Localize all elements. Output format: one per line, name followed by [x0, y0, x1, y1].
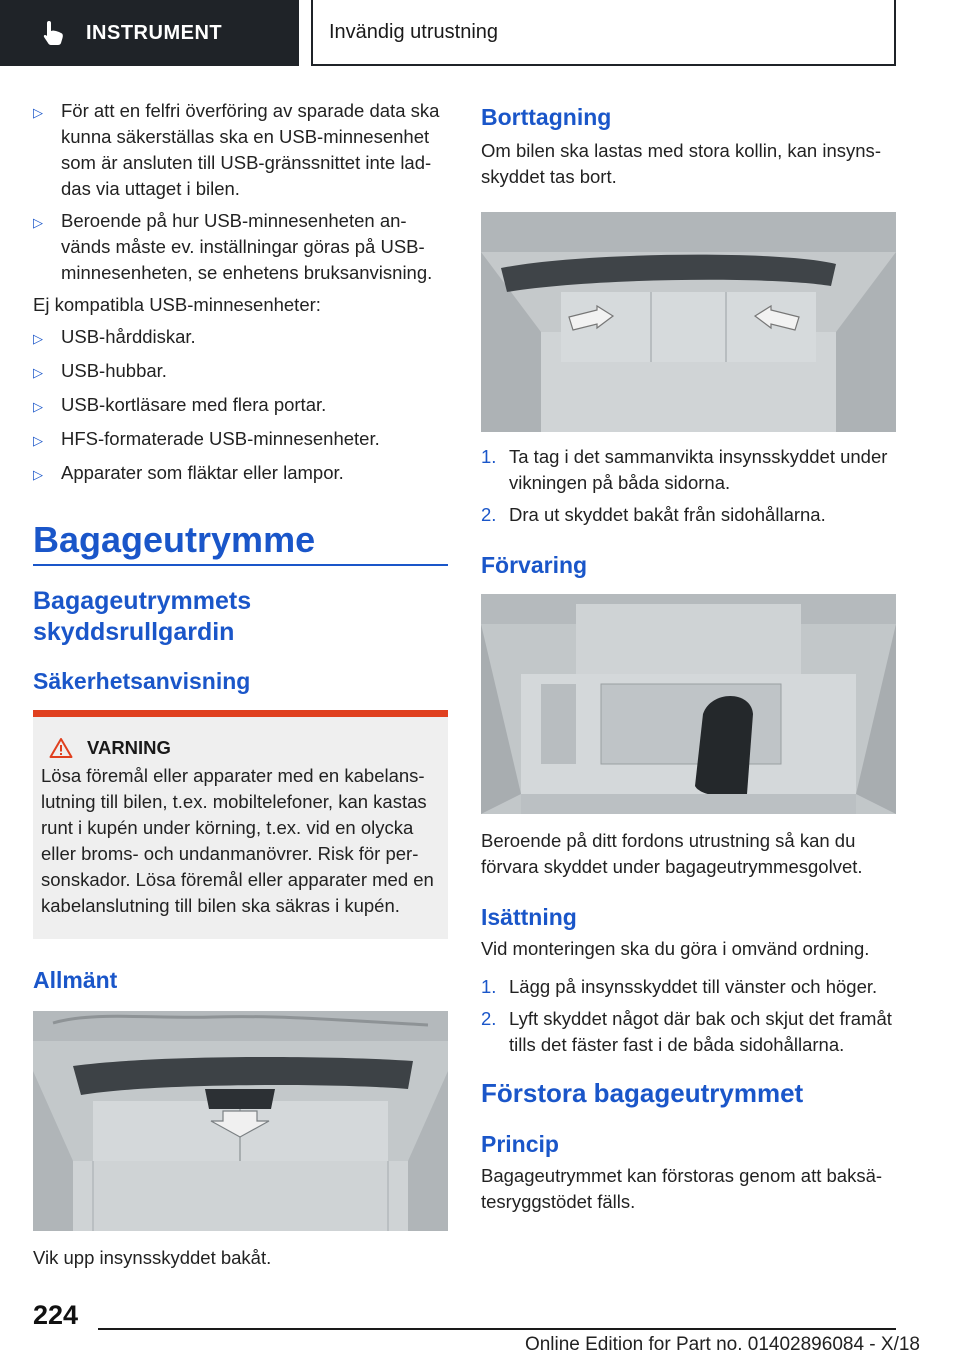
usb-bullet-list: [33, 98, 448, 286]
storage-text: Beroende på ditt fordons utrustning så kan du förvara skyddet under bagageutrymmesgolvet.: [481, 830, 863, 877]
storage-illustration: [481, 594, 896, 814]
remove-text: Om bilen ska lastas med stora kollin, kan insynsskyddet tas bort.: [481, 140, 881, 187]
warning-box: [33, 710, 448, 939]
warning-text: Lösa föremål eller apparater med en kabelanslutning till bilen, t.ex. mobiltelefoner, kan kastas runt i kupén under körning, t.ex. vid en olycka eller broms- och undanmanövrer. Risk för personskador. Lösa föremål eller apparater med en kabelanslutning till bilen ska säkras i kupén.: [41, 765, 434, 916]
list-item: 2. Lyft skyddet något där bak och skjut det framåt tills det fäster fast i de båda sidohållarna.: [481, 1008, 892, 1055]
enlarge-heading: Förstora bagageutrymmet: [481, 1078, 804, 1108]
list-item: ▷ HFS-formaterade USB-minnesenheter.: [33, 426, 448, 454]
section-label: INSTRUMENT: [86, 21, 223, 44]
principle-heading: Princip: [481, 1131, 559, 1157]
main-heading: Bagageutrymme: [33, 519, 316, 560]
general-heading: Allmänt: [33, 967, 118, 993]
install-steps: [481, 974, 896, 1058]
warning-triangle-icon: [49, 737, 73, 759]
left-column: [33, 98, 448, 1271]
bullet-triangle-icon: ▷: [33, 467, 43, 482]
list-item: 1. Ta tag i det sammanvikta insynsskyddet under vikningen på båda sidorna.: [481, 446, 888, 493]
cargo-cover-photo: [33, 1011, 448, 1231]
chapter-tab[interactable]: [311, 0, 896, 66]
bullet-triangle-icon: ▷: [33, 105, 43, 120]
section-tab[interactable]: [0, 0, 299, 66]
list-item: ▷ För att en felfri överföring av sparade data ska kunna säkerställas ska en USB-minnesenhet som är ansluten till USB-gränssnittet inte laddas via uttaget i bilen.: [33, 98, 448, 202]
bullet-triangle-icon: ▷: [33, 215, 43, 230]
trunk-illustration: [33, 1011, 448, 1231]
safety-heading: Säkerhetsanvisning: [33, 668, 251, 694]
bullet-triangle-icon: ▷: [33, 399, 43, 414]
remove-heading: Borttagning: [481, 104, 612, 130]
chapter-label: Invändig utrustning: [329, 20, 499, 43]
storage-heading: Förvaring: [481, 552, 588, 578]
list-item: ▷ Beroende på hur USB-minnesenheten används måste ev. inställningar göras på USB-minnesenheten, se enhetens bruksanvisning.: [33, 208, 448, 286]
list-item: ▷ Apparater som fläktar eller lampor.: [33, 460, 448, 488]
list-item: 2. Dra ut skyddet bakåt från sidohållarna.: [481, 504, 826, 525]
bullet-triangle-icon: ▷: [33, 331, 43, 346]
install-heading: Isättning: [481, 904, 577, 930]
list-item: ▷ USB-kortläsare med flera portar.: [33, 392, 448, 420]
subheading: Bagageutrymmets skyddsrullgardin: [33, 587, 252, 646]
photo-caption: Vik upp insynsskyddet bakåt.: [33, 1247, 272, 1268]
footer-rule: [98, 1328, 896, 1330]
list-item: 1. Lägg på insynsskyddet till vänster och höger.: [481, 976, 878, 997]
storage-photo: [481, 594, 896, 814]
right-column: [481, 102, 896, 1215]
bullet-triangle-icon: ▷: [33, 365, 43, 380]
page-number: 224: [33, 1300, 79, 1330]
heading-rule: [33, 564, 448, 566]
list-item: ▷ USB-hubbar.: [33, 358, 448, 386]
remove-cover-photo: [481, 212, 896, 432]
main-heading-block: [33, 518, 448, 566]
principle-text: Bagageutrymmet kan förstoras genom att baksätesryggstödet fälls.: [481, 1165, 883, 1212]
trunk-cover-illustration: [481, 212, 896, 432]
bullet-triangle-icon: ▷: [33, 433, 43, 448]
install-text: Vid monteringen ska du göra i omvänd ordning.: [481, 938, 870, 959]
edition-note: Online Edition for Part no. 01402896084 - X/18: [524, 1334, 920, 1355]
incompat-intro: Ej kompatibla USB-minnesenheter:: [33, 294, 321, 315]
pointing-hand-icon: [42, 20, 64, 46]
warning-title: VARNING: [87, 737, 171, 758]
remove-steps: [481, 444, 896, 528]
list-item: ▷ USB-hårddiskar.: [33, 324, 448, 352]
incompat-list: [33, 324, 448, 488]
